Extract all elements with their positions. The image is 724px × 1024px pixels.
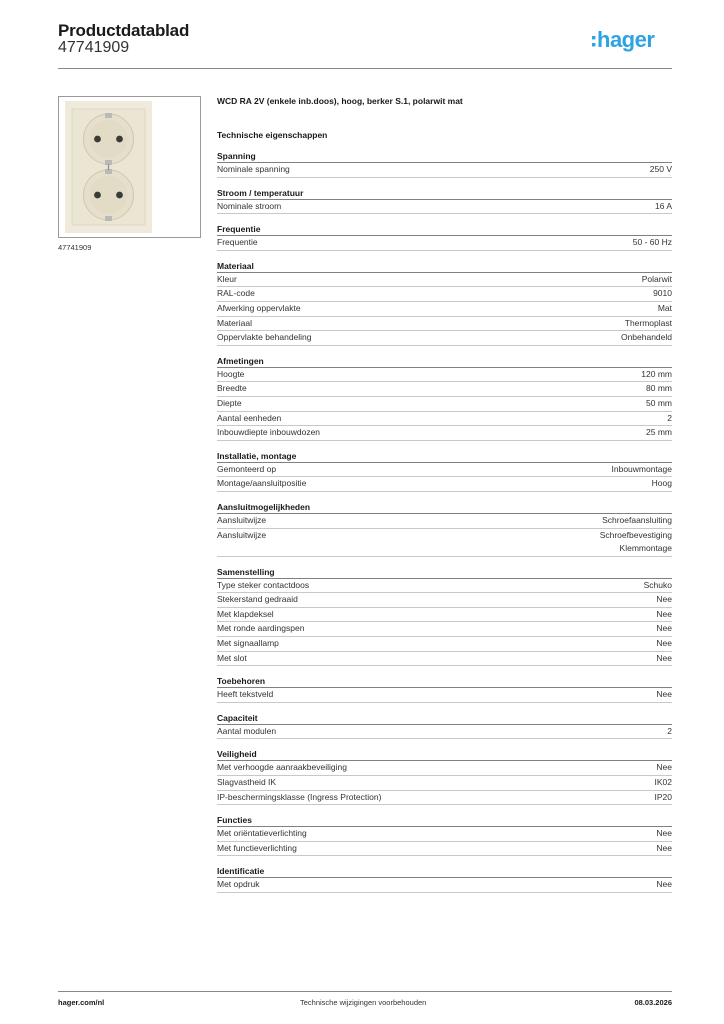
- spec-value-line: 2: [667, 725, 672, 736]
- spec-value: [602, 514, 672, 528]
- spec-label: Nominale stroom: [217, 200, 282, 211]
- spec-label: Stekerstand gedraaid: [217, 594, 298, 605]
- spec-value: [655, 200, 672, 214]
- spec-value: [656, 652, 672, 666]
- spec-value-line: 50 - 60 Hz: [632, 237, 672, 248]
- spec-value: [621, 331, 672, 345]
- spec-row: [217, 273, 672, 288]
- spec-value-line: Schroefaansluiting: [602, 514, 672, 525]
- spec-value: [656, 688, 672, 702]
- spec-section: [217, 450, 672, 492]
- spec-row: [217, 608, 672, 623]
- tech-properties-title: Technische eigenschappen: [217, 130, 328, 140]
- spec-row: [217, 382, 672, 397]
- spec-value: [656, 608, 672, 622]
- spec-section: [217, 187, 672, 215]
- spec-value: [650, 163, 672, 177]
- spec-label: Met ronde aardingspen: [217, 623, 305, 634]
- spec-row: [217, 477, 672, 492]
- spec-value-line: 16 A: [654, 200, 672, 211]
- spec-row: [217, 163, 672, 178]
- spec-value-line: 9010: [653, 288, 672, 299]
- spec-section: [217, 748, 672, 805]
- spec-value-line: Nee: [656, 828, 672, 839]
- spec-value: [600, 529, 672, 556]
- spec-value: [658, 302, 672, 316]
- spec-value-line: Nee: [656, 879, 672, 890]
- spec-section: [217, 712, 672, 740]
- spec-label: Afwerking oppervlakte: [217, 302, 301, 313]
- spec-row: [217, 331, 672, 346]
- spec-section: [217, 675, 672, 703]
- spec-label: Aantal eenheden: [217, 412, 282, 423]
- spec-value: [644, 579, 672, 593]
- footer-divider: [58, 991, 672, 992]
- spec-value-line: 80 mm: [646, 383, 672, 394]
- section-title: Installatie, montage: [217, 450, 672, 463]
- spec-value: [656, 878, 672, 892]
- spec-section: [217, 814, 672, 856]
- spec-value-line: Polarwit: [641, 273, 672, 284]
- spec-label: Montage/aansluitpositie: [217, 478, 307, 489]
- section-title: Spanning: [217, 150, 672, 163]
- spec-row: [217, 776, 672, 791]
- spec-label: Diepte: [217, 397, 242, 408]
- spec-value-line: 2: [667, 412, 672, 423]
- spec-label: Met oriëntatieverlichting: [217, 828, 307, 839]
- spec-value: [646, 426, 672, 440]
- spec-value-line: Nee: [656, 689, 672, 700]
- spec-value: [656, 761, 672, 775]
- spec-label: Frequentie: [217, 237, 258, 248]
- spec-row: [217, 791, 672, 806]
- spec-content: [217, 96, 672, 902]
- spec-label: Slagvastheid IK: [217, 777, 277, 788]
- spec-label: Met functieverlichting: [217, 842, 297, 853]
- section-title: Capaciteit: [217, 712, 672, 725]
- section-title: Identificatie: [217, 865, 672, 878]
- spec-row: [217, 412, 672, 427]
- spec-row: [217, 236, 672, 251]
- spec-row: [217, 302, 672, 317]
- spec-label: IP-beschermingsklasse (Ingress Protection): [217, 791, 382, 802]
- spec-label: Met signaallamp: [217, 638, 279, 649]
- spec-row: [217, 529, 672, 557]
- section-title: Toebehoren: [217, 675, 672, 688]
- spec-value: [646, 397, 672, 411]
- spec-row: [217, 637, 672, 652]
- spec-value-line: Nee: [656, 842, 672, 853]
- spec-label: Met verhoogde aanraakbeveiliging: [217, 762, 347, 773]
- spec-label: Materiaal: [217, 317, 252, 328]
- footer-date: 08.03.2026: [634, 998, 672, 1007]
- spec-label: Breedte: [217, 383, 247, 394]
- spec-sections: [217, 150, 672, 893]
- spec-row: [217, 652, 672, 667]
- spec-value: [655, 791, 673, 805]
- spec-value: [667, 725, 672, 739]
- spec-value-line: Schroefbevestiging: [599, 529, 672, 540]
- spec-value: [655, 776, 673, 790]
- spec-value: [656, 622, 672, 636]
- spec-value: [653, 287, 672, 301]
- spec-label: Type steker contactdoos: [217, 579, 310, 590]
- section-title: Afmetingen: [217, 355, 672, 368]
- spec-value-line: Thermoplast: [624, 317, 672, 328]
- spec-value: [656, 842, 672, 856]
- logo-text: hager: [597, 27, 655, 52]
- spec-row: [217, 593, 672, 608]
- spec-label: Oppervlakte behandeling: [217, 332, 312, 343]
- spec-value-line: 50 mm: [646, 397, 672, 408]
- image-caption: 47741909: [58, 243, 92, 252]
- section-title: Samenstelling: [217, 566, 672, 579]
- spec-label: Kleur: [217, 273, 237, 284]
- spec-value-line: Klemmontage: [619, 543, 672, 554]
- spec-label: Inbouwdiepte inbouwdozen: [217, 427, 321, 438]
- spec-value-line: Hoog: [651, 478, 672, 489]
- spec-value: [625, 317, 672, 331]
- spec-section: [217, 260, 672, 346]
- page-title: Productdatablad: [58, 21, 190, 40]
- spec-label: RAL-code: [217, 288, 255, 299]
- product-number: 47741909: [58, 39, 130, 56]
- section-title: Aansluitmogelijkheden: [217, 501, 672, 514]
- spec-value: [667, 412, 672, 426]
- spec-row: [217, 317, 672, 332]
- spec-row: [217, 463, 672, 478]
- spec-value-line: 25 mm: [646, 427, 672, 438]
- section-title: Materiaal: [217, 260, 672, 273]
- spec-row: [217, 368, 672, 383]
- spec-row: [217, 397, 672, 412]
- spec-value-line: Schuko: [643, 579, 672, 590]
- spec-value-line: IP20: [654, 791, 672, 802]
- spec-value-line: Nee: [656, 594, 672, 605]
- spec-value: [656, 827, 672, 841]
- spec-value-line: Nee: [656, 608, 672, 619]
- spec-section: [217, 150, 672, 178]
- socket-illustration: [59, 97, 200, 237]
- spec-row: [217, 514, 672, 529]
- section-title: Veiligheid: [217, 748, 672, 761]
- spec-row: [217, 622, 672, 637]
- spec-section: [217, 501, 672, 557]
- spec-label: Met opdruk: [217, 879, 260, 890]
- spec-section: [217, 865, 672, 893]
- spec-row: [217, 426, 672, 441]
- spec-row: [217, 842, 672, 857]
- spec-value: [612, 463, 673, 477]
- spec-value: [656, 593, 672, 607]
- spec-row: [217, 827, 672, 842]
- spec-value-line: Nee: [656, 652, 672, 663]
- spec-value: [656, 637, 672, 651]
- spec-value-line: Mat: [657, 302, 672, 313]
- spec-row: [217, 761, 672, 776]
- spec-label: Heeft tekstveld: [217, 689, 274, 700]
- spec-value-line: Nee: [656, 762, 672, 773]
- spec-value-line: 120 mm: [641, 368, 672, 379]
- spec-value-line: IK02: [654, 777, 672, 788]
- spec-value-line: 250 V: [649, 164, 672, 174]
- spec-row: [217, 579, 672, 594]
- spec-value-line: Nee: [656, 638, 672, 649]
- spec-row: [217, 200, 672, 215]
- spec-label: Nominale spanning: [217, 164, 290, 174]
- spec-label: Aantal modulen: [217, 725, 277, 736]
- spec-section: [217, 223, 672, 251]
- footer-disclaimer: Technische wijzigingen voorbehouden: [300, 998, 427, 1007]
- spec-value: [642, 273, 672, 287]
- header-divider: [58, 68, 672, 69]
- section-title: Functies: [217, 814, 672, 827]
- product-image: [58, 96, 201, 238]
- hager-logo: [592, 27, 674, 57]
- product-name: WCD RA 2V (enkele inb.doos), hoog, berker S.1, polarwit mat: [217, 96, 463, 106]
- spec-row: [217, 688, 672, 703]
- spec-row: [217, 878, 672, 893]
- spec-value: [652, 477, 672, 491]
- spec-section: [217, 566, 672, 667]
- spec-value-line: Inbouwmontage: [611, 463, 672, 474]
- spec-row: [217, 287, 672, 302]
- section-title: Stroom / temperatuur: [217, 187, 672, 200]
- spec-value-line: Onbehandeld: [620, 332, 672, 343]
- section-title: Frequentie: [217, 223, 672, 236]
- spec-label: Gemonteerd op: [217, 463, 277, 474]
- spec-row: [217, 725, 672, 740]
- spec-label: Met slot: [217, 652, 247, 663]
- spec-value: [646, 382, 672, 396]
- spec-label: Met klapdeksel: [217, 608, 274, 619]
- spec-label: Aansluitwijze: [217, 514, 267, 525]
- spec-label: Hoogte: [217, 368, 245, 379]
- footer-website[interactable]: hager.com/nl: [58, 998, 105, 1007]
- spec-value: [641, 368, 672, 382]
- spec-section: [217, 355, 672, 441]
- spec-label: Aansluitwijze: [217, 529, 267, 540]
- spec-value-line: Nee: [656, 623, 672, 634]
- spec-value: [633, 236, 672, 250]
